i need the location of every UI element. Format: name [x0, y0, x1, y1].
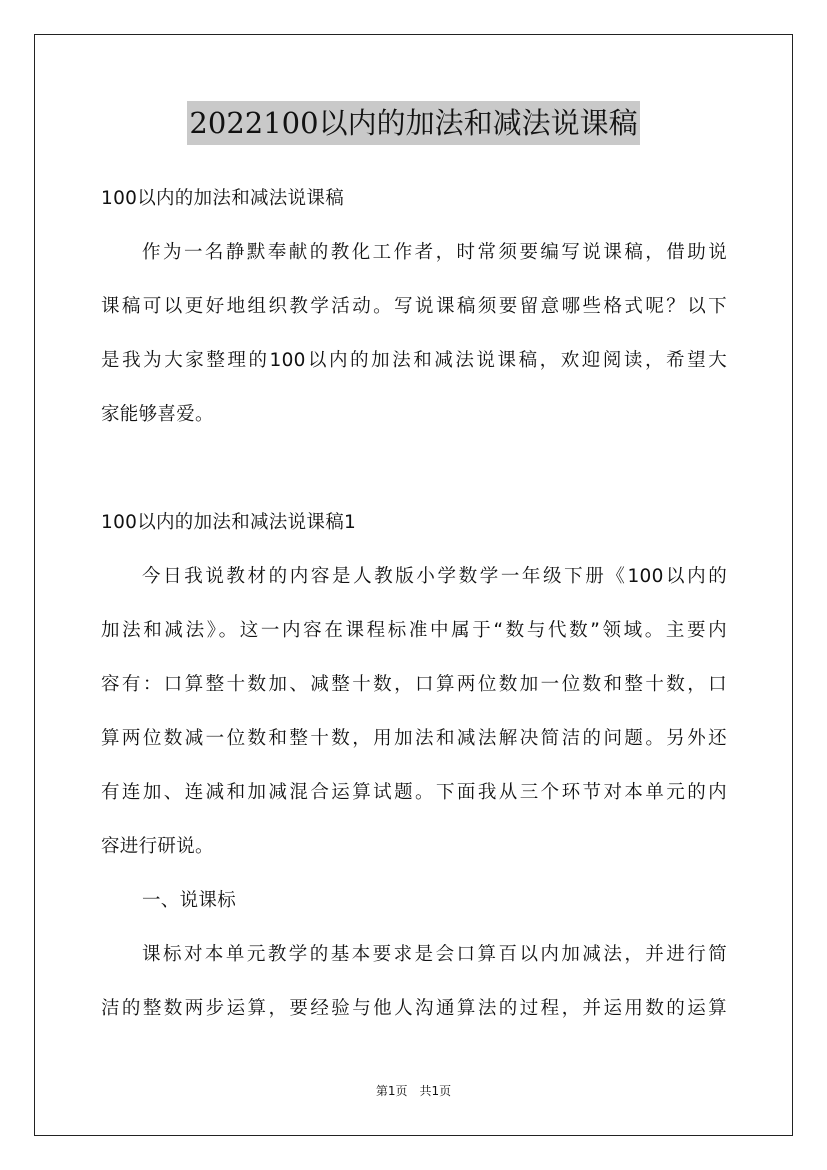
- section1-line-1: 今日我说教材的内容是人教版小学数学一年级下册《100以内的: [142, 566, 727, 587]
- section1-line-5: 有连加、连减和加减混合运算试题。下面我从三个环节对本单元的内: [101, 782, 727, 803]
- title-wrap: [0, 101, 827, 145]
- section1-line-2: 加法和减法》。这一内容在课程标准中属于“数与代数”领域。主要内: [101, 620, 727, 641]
- part1-line-1: 课标对本单元教学的基本要求是会口算百以内加减法，并进行简: [142, 944, 727, 965]
- section1-line-3: 容有：口算整十数加、减整十数，口算两位数加一位数和整十数，口: [101, 674, 727, 695]
- part1-heading: 一、说课标: [142, 890, 237, 911]
- paragraph-gap: [101, 442, 727, 496]
- intro-line-1: 作为一名静默奉献的教化工作者，时常须要编写说课稿，借助说: [142, 242, 727, 263]
- intro-line-3: 是我为大家整理的100以内的加法和减法说课稿，欢迎阅读，希望大: [101, 350, 727, 371]
- document-subtitle: 100以内的加法和减法说课稿: [101, 188, 345, 209]
- section1-line-4: 算两位数减一位数和整十数，用加法和减法解决简洁的问题。另外还: [101, 728, 727, 749]
- part1-line-2: 洁的整数两步运算，要经验与他人沟通算法的过程，并运用数的运算: [101, 998, 727, 1019]
- section1-heading: 100以内的加法和减法说课稿1: [101, 512, 357, 533]
- section1-line-6: 容进行研说。: [101, 836, 214, 857]
- document-title: 2022100以内的加法和减法说课稿: [187, 101, 639, 145]
- intro-line-2: 课稿可以更好地组织教学活动。写说课稿须要留意哪些格式呢？以下: [101, 296, 727, 317]
- intro-line-4: 家能够喜爱。: [101, 404, 214, 425]
- page-footer: 第1页 共1页: [375, 1084, 452, 1098]
- document-body: [101, 172, 727, 1036]
